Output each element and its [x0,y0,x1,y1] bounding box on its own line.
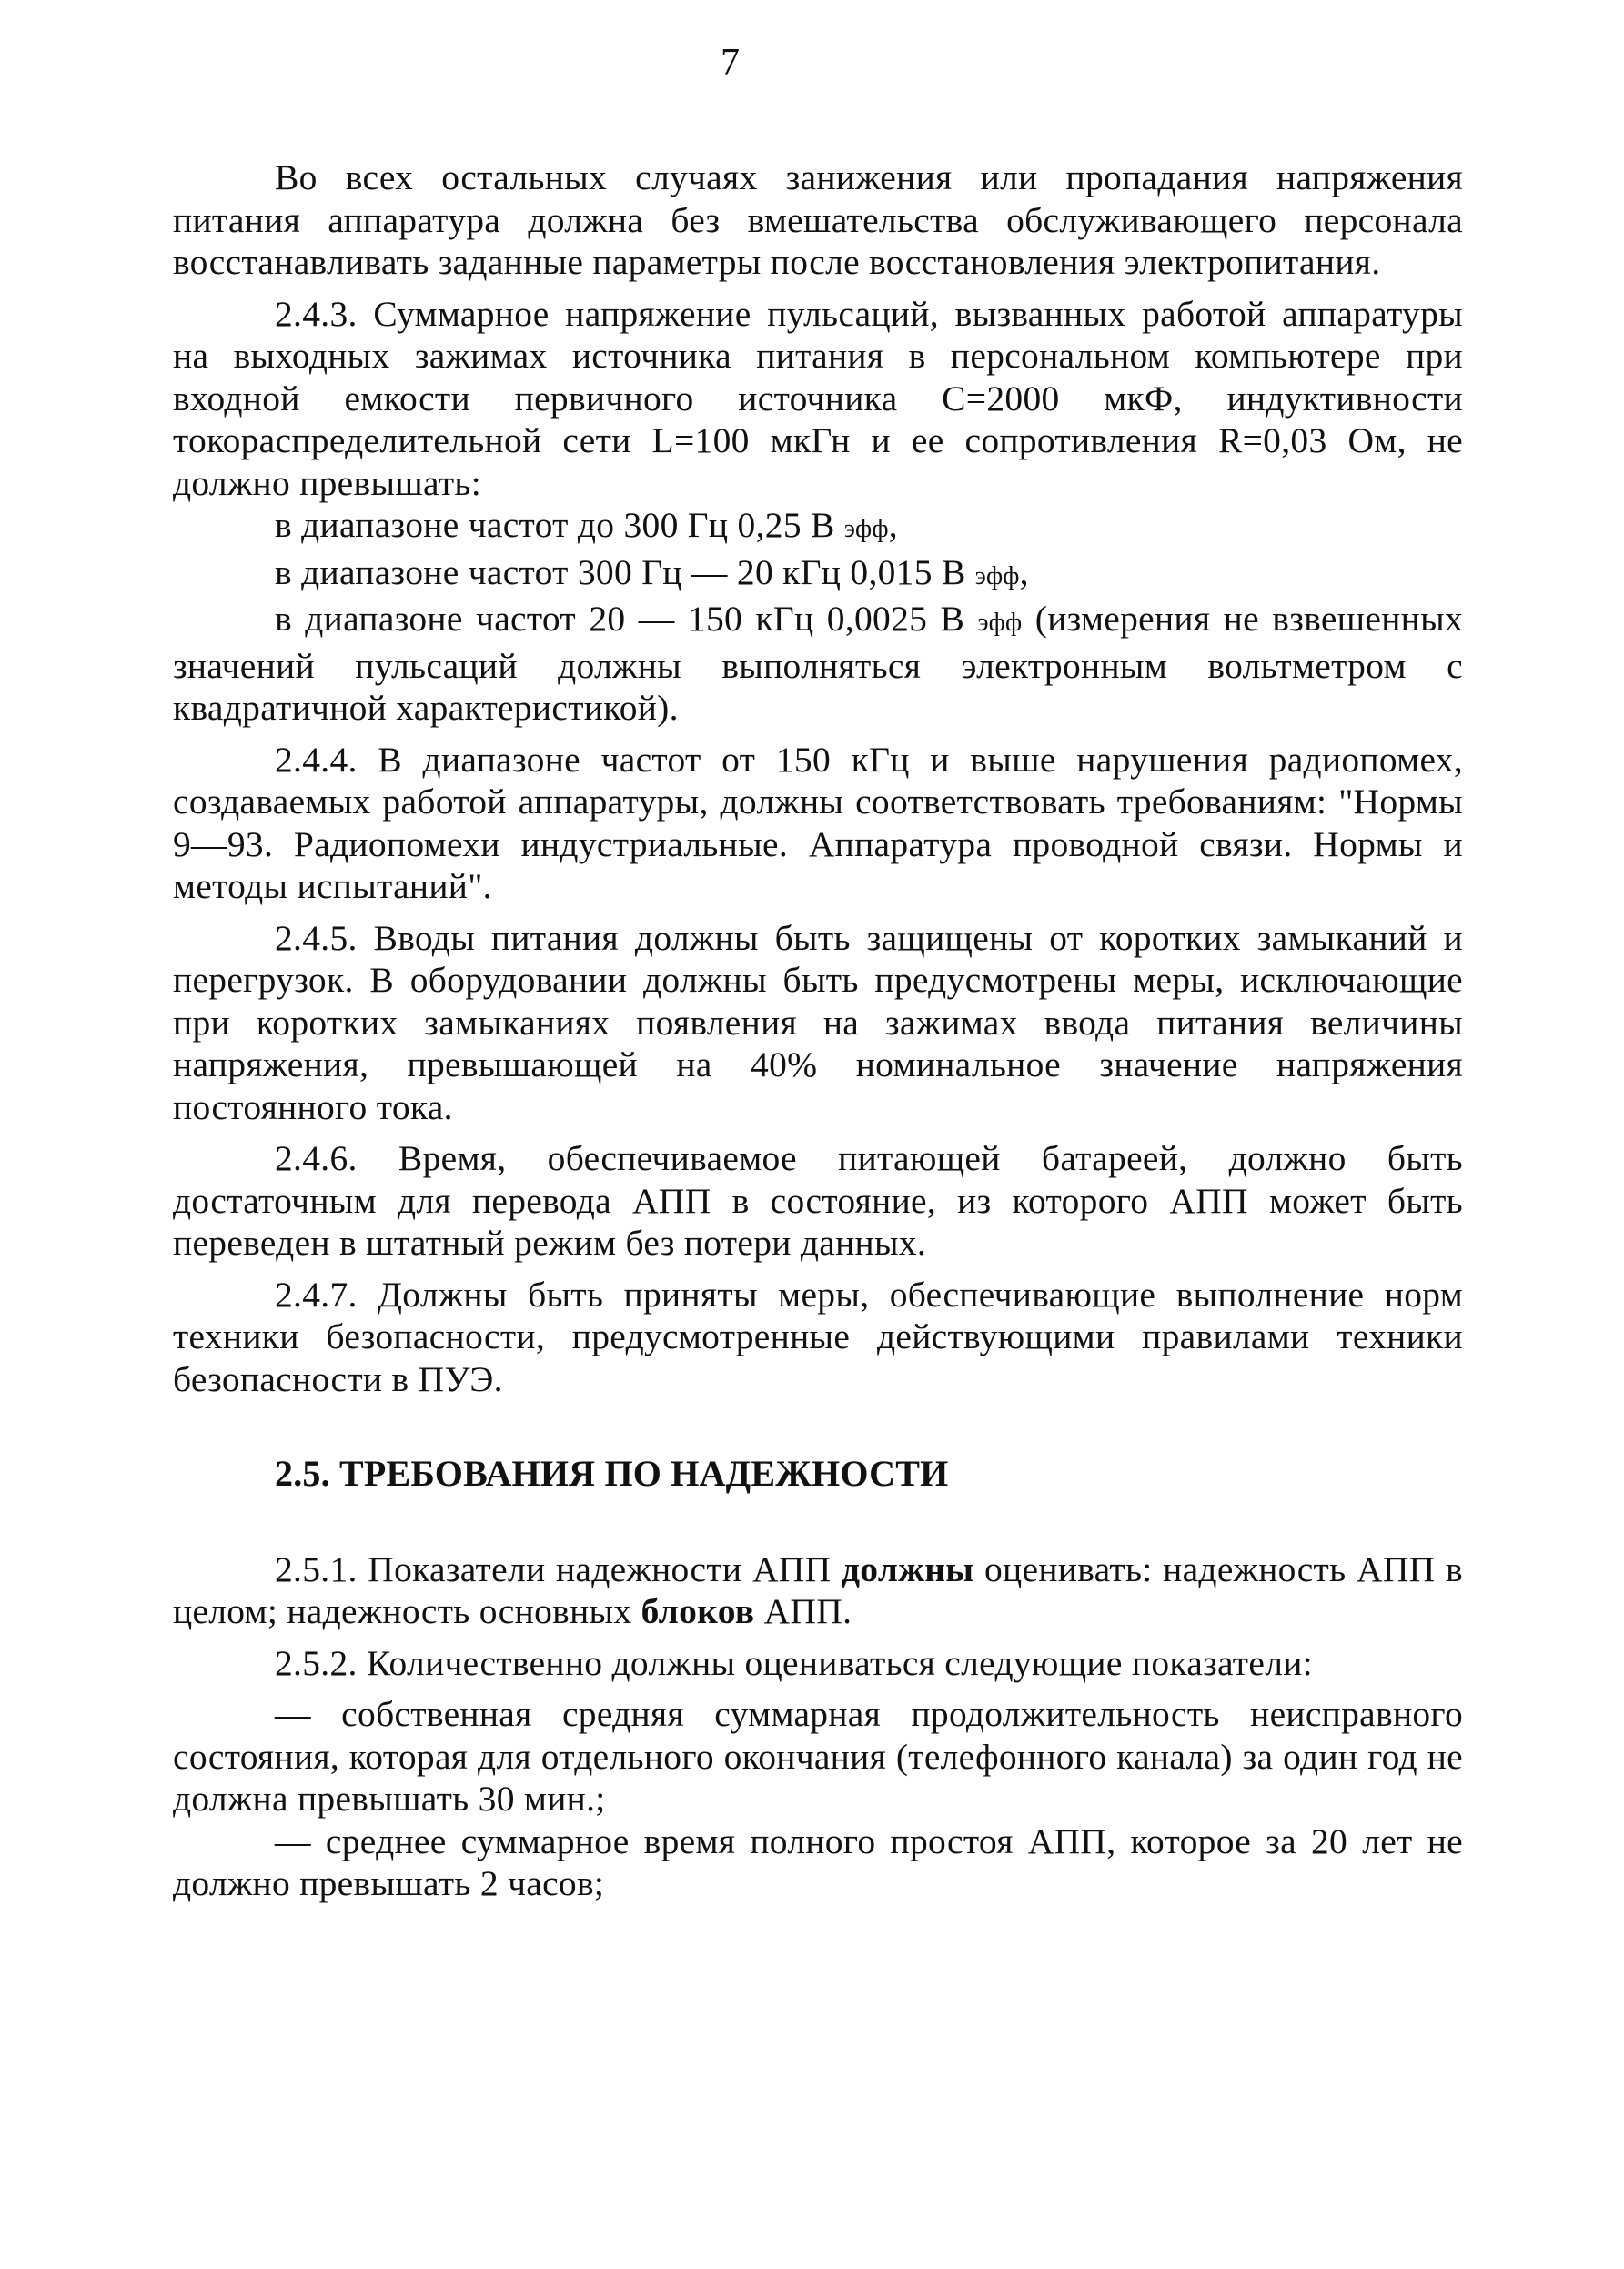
frequency-range-1 [173,504,1463,551]
list-item-downtime-channel: — собственная средняя суммарная продолжительность неисправного состояния, которая для отдельного окончания (телефонного канала) за один год не должна превышать 30 мин.; [173,1694,1463,1819]
frequency-range-2-text: в диапазоне частот 300 Гц — 20 кГц 0,015 В [275,551,966,592]
page-number: 7 [721,42,740,84]
paragraph-2-5-1-part-a: 2.5.1. Показатели надежности АПП [275,1548,842,1589]
paragraph-2-5-1-bold-blocks: блоков [641,1591,755,1631]
paragraph-2-4-5: 2.4.5. Вводы питания должны быть защищены от коротких замыканий и перегрузок. В оборудовании должны быть предусмотрены меры, исключающие при коротких замыканиях появления на зажимах ввода питания величины напряжения, превышающей на 40% номинальное значение напряжения постоянного тока. [173,917,1463,1127]
frequency-range-3-text: в диапазоне частот 20 — 150 кГц 0,0025 В [275,599,965,639]
frequency-range-3-end: (измерения не взвешенных значений пульсаций должны выполняться электронным вольтметром с квадратичной характеристикой). [173,599,1463,728]
paragraph-2-5-2: 2.5.2. Количественно должны оцениваться следующие показатели: [275,1642,1313,1683]
paragraph-power-restore: Во всех остальных случаях занижения или пропадания напряжения питания аппаратура должна без вмешательства обслуживающего персонала восстанавливать заданные параметры после восстановления электропитания. [173,157,1463,282]
paragraph-2-5-1-part-b: оценивать: надежность АПП в целом; надежность основных [173,1548,1463,1631]
paragraph-2-5-1 [173,1548,1463,1633]
section-heading-reliability: 2.5. ТРЕБОВАНИЯ ПО НАДЕЖНОСТИ [275,1453,949,1494]
paragraph-2-5-1-part-c: АПП. [754,1591,852,1631]
unit-subscript: эфф [974,561,1020,590]
paragraph-2-4-7: 2.4.7. Должны быть приняты меры, обеспечивающие выполнение норм техники безопасности, предусмотренные действующими правилами техники безопасности в ПУЭ. [173,1274,1463,1399]
list-item-downtime-total: — среднее суммарное время полного простоя АПП, которое за 20 лет не должно превышать 2 часов; [173,1820,1463,1903]
unit-subscript: эфф [843,515,889,543]
frequency-range-3 [173,598,1463,730]
frequency-range-2-end: , [1019,551,1029,592]
paragraph-2-5-1-bold-must: должны [842,1548,974,1589]
paragraph-2-4-6: 2.4.6. Время, обеспечиваемое питающей батареей, должно быть достаточным для перевода АПП в состояние, из которого АПП может быть переведен в штатный режим без потери данных. [173,1138,1463,1263]
paragraph-2-4-3: 2.4.3. Суммарное напряжение пульсаций, вызванных работой аппаратуры на выходных зажимах источника питания в персональном компьютере при входной емкости первичного источника С=2000 мкФ, индуктивности токораспределительной сети L=100 мкГн и ее сопротивления R=0,03 Ом, не должно превышать: [173,293,1463,503]
frequency-range-2 [173,551,1463,599]
frequency-range-1-end: , [888,505,898,545]
unit-subscript: эфф [977,609,1023,637]
frequency-range-1-text: в диапазоне частот до 300 Гц 0,25 В [275,505,835,545]
document-body [173,156,1463,1905]
paragraph-2-4-4: 2.4.4. В диапазоне частот от 150 кГц и выше нарушения радиопомех, создаваемых работой аппаратуры, должны соответствовать требованиям: "Нормы 9—93. Радиопомехи индустриальные. Аппаратура проводной связи. Нормы и методы испытаний". [173,739,1463,906]
